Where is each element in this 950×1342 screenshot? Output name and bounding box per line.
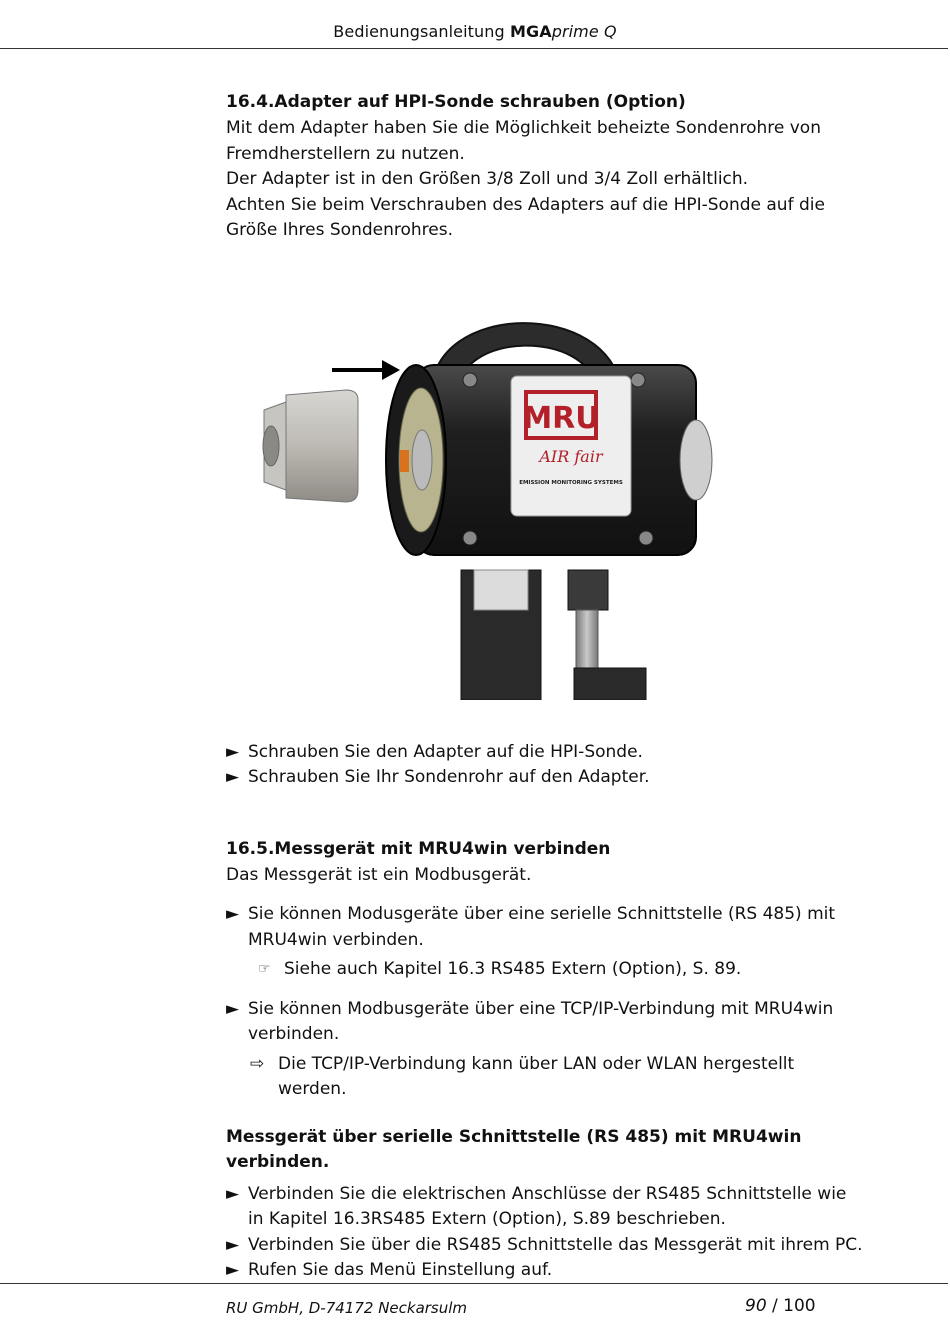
paragraph: Mit dem Adapter haben Sie die Möglichkeit beheizte Sondenrohre von Fremdherstellern zu nutzen. — [226, 118, 821, 164]
step-item — [226, 740, 866, 766]
probe-inlet — [412, 430, 432, 490]
triangle-icon: ► — [226, 1183, 240, 1204]
triangle-icon: ► — [226, 741, 240, 762]
mru-logo-sub: AIR fair — [539, 446, 603, 466]
adapter-bore — [263, 426, 279, 466]
step-item — [226, 1233, 866, 1259]
sub-heading: Messgerät über serielle Schnittstelle (RS 485) mit MRU4win verbinden. — [226, 1126, 802, 1172]
screw — [631, 373, 645, 387]
triangle-icon: ► — [226, 904, 240, 924]
section-title: Adapter auf HPI-Sonde schrauben (Option) — [274, 92, 686, 112]
hose-connector — [568, 570, 608, 610]
section-heading-16-4 — [226, 88, 866, 116]
header-prefix: Bedienungsanleitung — [333, 22, 510, 41]
triangle-icon: ► — [226, 998, 240, 1019]
triangle-icon: ► — [226, 1260, 240, 1280]
mru-logo-tag: EMISSION MONITORING SYSTEMS — [519, 479, 623, 486]
orange-seal — [400, 450, 409, 472]
mru-label-plate — [511, 376, 631, 516]
step-item — [226, 902, 866, 953]
screw — [639, 531, 653, 545]
step-text: Verbinden Sie die elektrischen Anschlüsse der RS485 Schnittstelle wie in Kapitel 16.3RS485 Extern (Option), S.89 beschrieben. — [248, 1183, 847, 1229]
footer-company: RU GmbH, D-74172 Neckarsulm — [226, 1299, 468, 1317]
probe-end-cap — [680, 420, 712, 500]
result-text: Die TCP/IP-Verbindung kann über LAN oder WLAN hergestellt werden. — [278, 1053, 795, 1099]
result-item — [250, 1052, 866, 1103]
reference-item — [258, 957, 866, 983]
pointing-hand-icon: ☞ — [258, 961, 271, 977]
step-text: Sie können Modbusgeräte über eine TCP/IP-Verbindung mit MRU4win verbinden. — [248, 998, 834, 1044]
section-number: 16.5. — [226, 838, 275, 859]
step-item — [226, 1258, 866, 1284]
step-text: Sie können Modusgeräte über eine serielle Schnittstelle (RS 485) mit MRU4win verbinden. — [248, 904, 836, 950]
step-item — [226, 765, 866, 791]
outline-arrow-icon: ⇨ — [250, 1053, 265, 1074]
current-page: 90 — [745, 1296, 767, 1316]
screw — [463, 531, 477, 545]
reference-text: Siehe auch Kapitel 16.3 RS485 Extern (Option), S. 89. — [284, 959, 742, 979]
triangle-icon: ► — [226, 767, 240, 787]
hpi-probe-figure — [226, 280, 866, 700]
step-text: Verbinden Sie über die RS485 Schnittstelle das Messgerät mit ihrem PC. — [248, 1234, 863, 1255]
mru-logo-text: MRU — [522, 400, 600, 436]
step-text: Schrauben Sie Ihr Sondenrohr auf den Adapter. — [248, 767, 650, 787]
section-heading-16-5 — [226, 835, 866, 863]
total-pages: / 100 — [766, 1296, 816, 1316]
screw — [463, 373, 477, 387]
metal-pipe — [576, 610, 598, 670]
section-number: 16.4. — [226, 92, 275, 112]
header-divider — [0, 48, 948, 49]
page-content — [226, 88, 866, 1284]
page-header — [0, 22, 950, 41]
page-number — [745, 1296, 816, 1316]
paragraph: Der Adapter ist in den Größen 3/8 Zoll und 3/4 Zoll erhältlich. — [226, 169, 749, 189]
direction-arrow-head — [382, 360, 400, 380]
step-item — [226, 997, 866, 1048]
hpi-probe-illustration — [226, 280, 866, 700]
step-item — [226, 1182, 866, 1233]
header-brand-bold: MGA — [509, 22, 552, 41]
paragraph: Achten Sie beim Verschrauben des Adapters auf die HPI-Sonde auf die Größe Ihres Sondenrohres. — [226, 194, 825, 240]
triangle-icon: ► — [226, 1234, 240, 1255]
adapter-piece — [286, 390, 358, 502]
section-16-5 — [226, 835, 866, 1284]
footer-divider — [0, 1283, 948, 1284]
paragraph: Das Messgerät ist ein Modbusgerät. — [226, 864, 532, 885]
mount-clamp — [474, 570, 528, 610]
step-text: Rufen Sie das Menü Einstellung auf. — [248, 1260, 553, 1280]
step-text: Schrauben Sie den Adapter auf die HPI-Sonde. — [248, 741, 643, 762]
section-title: Messgerät mit MRU4win verbinden — [274, 838, 611, 859]
header-brand-italic: prime Q — [551, 22, 617, 41]
pipe-fitting — [574, 668, 646, 700]
